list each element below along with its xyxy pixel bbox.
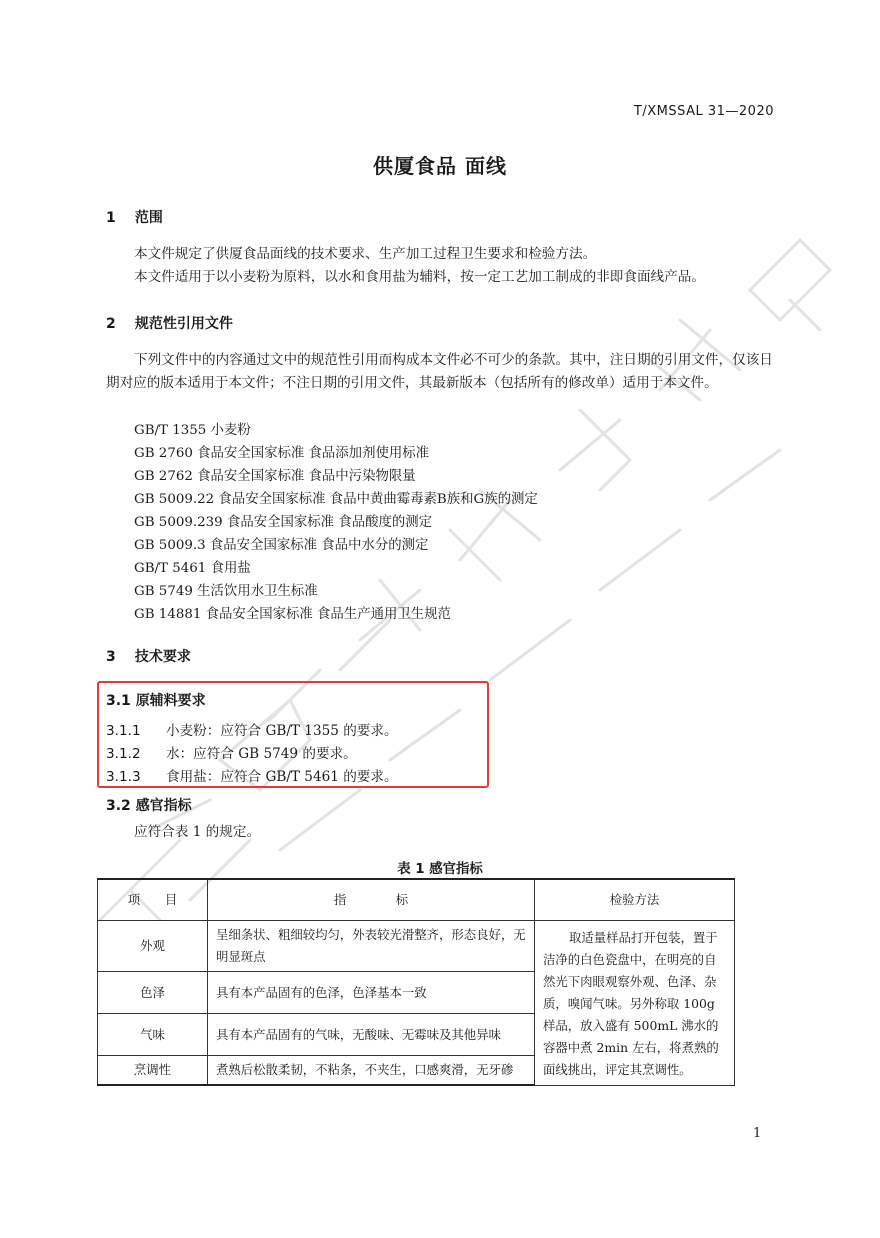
reference-item: GB 5749 生活饮用水卫生标准 [134, 584, 318, 599]
references-intro: 下列文件中的内容通过文中的规范性引用而构成本文件必不可少的条款。其中，注日期的引用文件，仅该日期对应的版本适用于本文件；不注日期的引用文件，其最新版本（包括所有的修改单）适用于本文件。 [106, 352, 773, 391]
spec-cell: 呈细条状、粗细较均匀，外表较光滑整齐，形态良好，无明显斑点 [208, 921, 535, 972]
reference-item: GB 5009.22 食品安全国家标准 食品中黄曲霉毒素B族和G族的测定 [134, 492, 538, 507]
method-cell: 取适量样品打开包装，置于洁净的白色瓷盘中，在明亮的自然光下肉眼观察外观、色泽、杂质，嗅闻气味。另外称取 100g 样品，放入盛有 500mL 沸水的容器中煮 2min 左右，将煮熟的面线挑出，评定其烹调性。 [535, 921, 735, 1086]
document-title: 供厦食品 面线 [373, 154, 507, 178]
reference-item: GB 5009.239 食品安全国家标准 食品酸度的测定 [134, 515, 433, 530]
sensory-table [97, 878, 735, 1086]
sensory-note: 应符合表 1 的规定。 [134, 824, 261, 840]
reference-item: GB 2760 食品安全国家标准 食品添加剂使用标准 [134, 446, 430, 461]
subsection-3-2-heading [106, 795, 192, 815]
section-title: 技术要求 [134, 649, 191, 665]
requirement-item [106, 719, 398, 739]
item-text: 水：应符合 GB 5749 的要求。 [166, 746, 357, 762]
reference-item: GB 5009.3 食品安全国家标准 食品中水分的测定 [134, 538, 429, 553]
spec-cell: 具有本产品固有的色泽，色泽基本一致 [208, 972, 535, 1014]
item-cell: 气味 [98, 1014, 208, 1056]
item-number: 3.1.1 [106, 723, 141, 739]
scope-paragraph-1: 本文件规定了供厦食品面线的技术要求、生产加工过程卫生要求和检验方法。 [134, 246, 597, 262]
column-header: 检验方法 [535, 879, 735, 921]
reference-item: GB 2762 食品安全国家标准 食品中污染物限量 [134, 469, 416, 484]
section-number: 3 [106, 649, 116, 665]
table-row [98, 921, 735, 972]
column-header: 指 标 [208, 879, 535, 921]
section-number: 3.2 [106, 798, 131, 814]
reference-item: GB/T 1355 小麦粉 [134, 423, 251, 438]
page-number: 1 [753, 1126, 762, 1141]
section-title: 规范性引用文件 [134, 316, 233, 332]
spec-cell: 具有本产品固有的气味，无酸味、无霉味及其他异味 [208, 1014, 535, 1056]
reference-item: GB 14881 食品安全国家标准 食品生产通用卫生规范 [134, 607, 451, 622]
section-number: 3.1 [106, 693, 131, 709]
subsection-3-1-heading [106, 690, 206, 710]
section-2-heading [106, 313, 233, 333]
item-number: 3.1.2 [106, 746, 141, 762]
column-header: 项 目 [98, 879, 208, 921]
section-title: 感官指标 [135, 798, 192, 814]
requirement-item [106, 765, 398, 785]
item-cell: 外观 [98, 921, 208, 972]
section-number: 1 [106, 210, 116, 226]
spec-cell: 煮熟后松散柔韧，不粘条，不夹生，口感爽滑，无牙碜 [208, 1056, 535, 1086]
item-cell: 色泽 [98, 972, 208, 1014]
section-3-heading [106, 646, 191, 666]
scope-paragraph-2: 本文件适用于以小麦粉为原料，以水和食用盐为辅料，按一定工艺加工制成的非即食面线产品。 [134, 269, 705, 285]
table-caption: 表 1 感官指标 [397, 862, 483, 877]
item-cell: 烹调性 [98, 1056, 208, 1086]
reference-item: GB/T 5461 食用盐 [134, 561, 251, 576]
item-number: 3.1.3 [106, 769, 141, 785]
item-text: 食用盐：应符合 GB/T 5461 的要求。 [166, 769, 398, 785]
standard-code: T/XMSSAL 31—2020 [633, 104, 774, 119]
requirement-item [106, 742, 357, 762]
item-text: 小麦粉：应符合 GB/T 1355 的要求。 [166, 723, 398, 739]
section-number: 2 [106, 316, 116, 332]
section-title: 范围 [134, 210, 163, 226]
section-1-heading [106, 207, 163, 227]
table-header-row [98, 879, 735, 921]
section-title: 原辅料要求 [135, 693, 206, 709]
